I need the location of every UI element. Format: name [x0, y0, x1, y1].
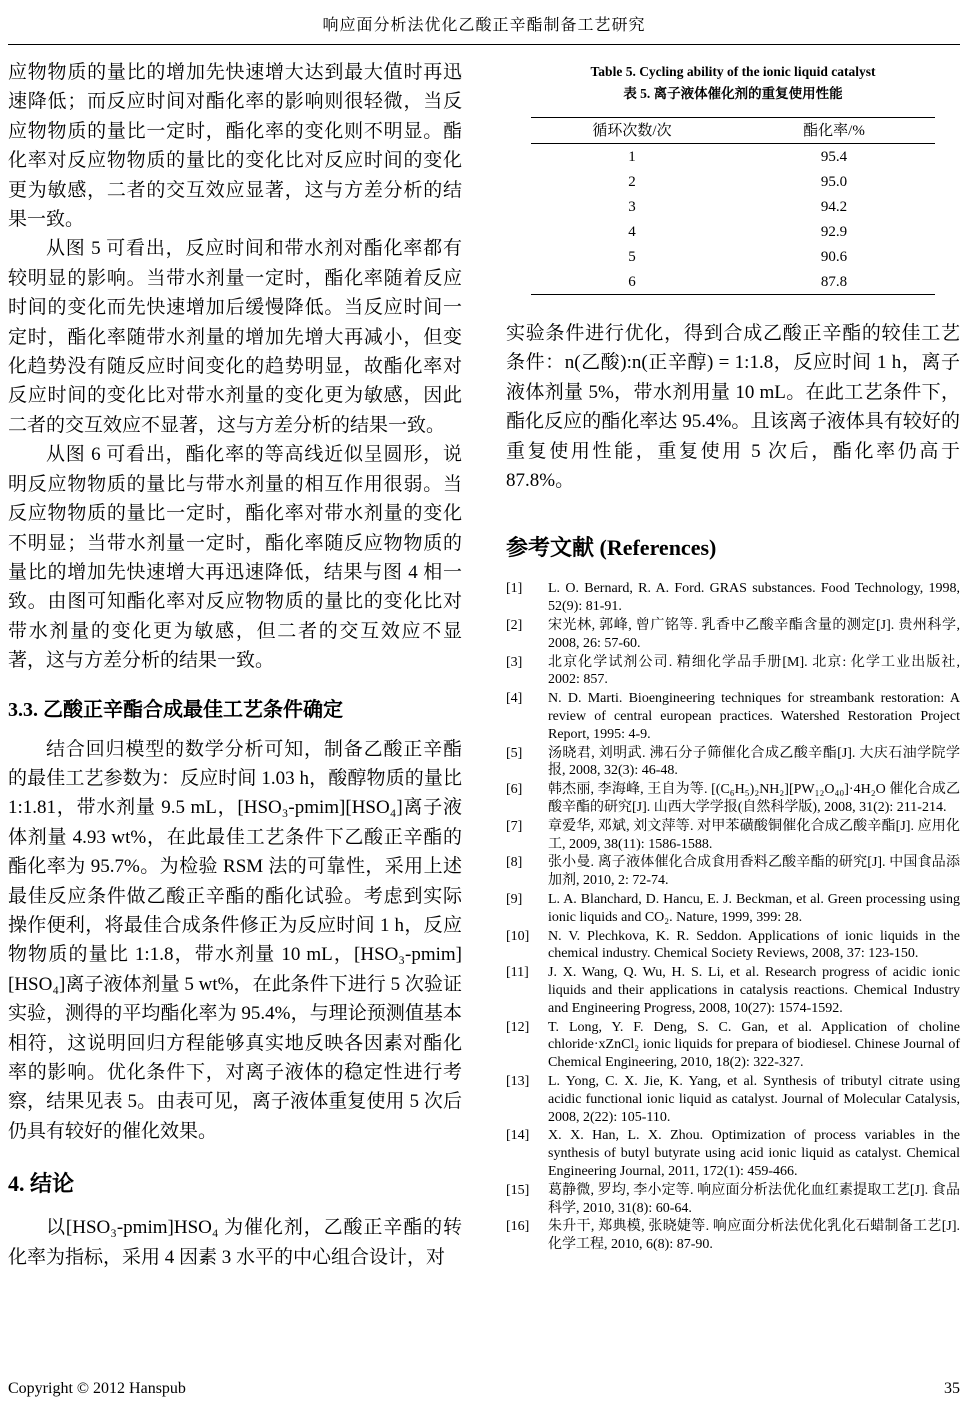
reference-number: [6] [506, 782, 523, 798]
left-column [8, 58, 462, 1272]
reference-text: 汤晓君, 刘明武. 沸石分子筛催化合成乙酸辛酯[J]. 大庆石油学院学报, 2008, 32(3): 46-48. [548, 745, 960, 779]
reference-text: X. X. Han, L. X. Zhou. Optimization of process variables in the synthesis of butyl butyrate using acid ionic liquid as catalyst. Chemical Engineering Journal, 2011, 172(1): 459-466. [548, 1128, 960, 1179]
reference-item [506, 891, 960, 927]
reference-text: 张小曼. 离子液体催化合成食用香料乙酸辛酯的研究[J]. 中国食品添加剂, 2010, 2: 72-74. [548, 855, 960, 889]
reference-item [506, 964, 960, 1017]
reference-text: 葛静微, 罗均, 李小定等. 响应面分析法优化血红素提取工艺[J]. 食品科学, 2010, 31(8): 60-64. [548, 1182, 960, 1216]
reference-number: [9] [506, 891, 523, 907]
table-cell: 90.6 [820, 248, 848, 265]
table-row [531, 244, 935, 269]
two-column-body [8, 58, 960, 1272]
table-cell: 4 [628, 223, 636, 240]
reference-text: T. Long, Y. F. Deng, S. C. Gan, et al. Application of choline chloride·xZnCl₂ ionic liquids for prepara of biodiesel. Chinese Journal of Chemical Engineering, 2010, 18(2): 322-327. [548, 1019, 960, 1071]
table-cell: 3 [628, 198, 636, 215]
table-cell: 95.0 [820, 173, 848, 190]
copyright-text: Copyright © 2012 Hanspub [8, 1380, 186, 1397]
page-number: 35 [944, 1380, 960, 1397]
reference-text: J. X. Wang, Q. Wu, H. S. Li, et al. Research progress of acidic ionic liquids and their applications in catalysis reactions. Chemical Industry and Engineering Progress, 2008, 10(27): 1574-1592. [548, 965, 960, 1016]
cycling-table-body [531, 144, 935, 295]
table-row [531, 169, 935, 194]
table-header-row [531, 118, 935, 144]
reference-item [506, 690, 960, 743]
reference-text: L. A. Blanchard, D. Hancu, E. J. Beckman, et al. Green processing using ionic liquids and CO₂. Nature, 1999, 399: 28. [548, 891, 960, 925]
table-cell: 1 [628, 148, 636, 165]
reference-number: [2] [506, 618, 523, 634]
cycling-ability-table [531, 117, 935, 295]
reference-number: [16] [506, 1219, 530, 1235]
reference-number: [1] [506, 581, 523, 597]
paragraph-figure5: 从图 5 可看出，反应时间和带水剂对酯化率都有较明显的影响。当带水剂量一定时，酯化率随着反应时间的变化而先快速增加后缓慢降低。当反应时间一定时，酯化率随带水剂量的增加先增大再减小，但变化趋势没有随反应时间变化的趋势明显，故酯化率对反应时间的变化比对带水剂量的变化更为敏感，因此二者的交互效应不显著，这与方差分析的结果一致。 [8, 238, 462, 436]
reference-number: [13] [506, 1073, 530, 1089]
reference-text: 北京化学试剂公司. 精细化学品手册[M]. 北京: 化学工业出版社, 2002: 857. [548, 654, 960, 688]
references-heading: 参考文献 (References) [506, 535, 717, 561]
right-column [506, 58, 960, 1272]
reference-number: [7] [506, 818, 523, 834]
paragraph-optimized-result: 实验条件进行优化，得到合成乙酸正辛酯的较佳工艺条件：n(乙酸):n(正辛醇) = 1:1.8，反应时间 1 h，离子液体剂量 5%，带水剂用量 10 mL。在此工艺条件下，酯化反应的酯化率达 95.4%。且该离子液体具有较好的重复使用性能，重复使用 5 次后，酯化率仍高于 87.8%。 [506, 323, 960, 492]
reference-item [506, 745, 960, 781]
table-cell: 5 [628, 248, 636, 265]
table-cell: 92.9 [820, 223, 848, 240]
reference-item [506, 1019, 960, 1072]
reference-item [506, 928, 960, 964]
table-header-cycle-count: 循环次数/次 [592, 122, 672, 139]
reference-number: [5] [506, 745, 523, 761]
reference-text: 韩杰丽, 李海峰, 王自为等. [(C₆H₅)₂NH₂][PW₁₂O₄₀]·4H₂O 催化合成乙酸辛酯的研究[J]. 山西大学学报(自然科学版), 2008, 31(2): 211-214. [548, 782, 960, 815]
reference-number: [4] [506, 691, 523, 707]
table-row [531, 219, 935, 244]
reference-number: [14] [506, 1128, 530, 1144]
table-cell: 95.4 [820, 148, 848, 165]
table-row [531, 269, 935, 295]
reference-item [506, 580, 960, 616]
reference-item [506, 818, 960, 854]
running-title: 响应面分析法优化乙酸正辛酯制备工艺研究 [322, 17, 646, 34]
reference-number: [15] [506, 1182, 530, 1198]
reference-item [506, 1218, 960, 1254]
reference-text: 朱升干, 郑典模, 张晓婕等. 响应面分析法优化乳化石蜡制备工艺[J]. 化学工程, 2010, 6(8): 87-90. [548, 1219, 960, 1253]
section-heading-3-3: 3.3. 乙酸正辛酯合成最佳工艺条件确定 [8, 698, 343, 721]
reference-item [506, 1182, 960, 1218]
reference-item [506, 1073, 960, 1126]
references-list [506, 580, 960, 1253]
section-heading-conclusion: 4. 结论 [8, 1171, 75, 1197]
paragraph-conclusion-start: 以[HSO₃-pmim]HSO₄ 为催化剂，乙酸正辛酯的转化率为指标，采用 4 因素 3 水平的中心组合设计，对 [8, 1217, 462, 1268]
reference-item [506, 617, 960, 653]
reference-item [506, 654, 960, 690]
reference-item [506, 854, 960, 890]
reference-text: L. Yong, C. X. Jie, K. Yang, et al. Synthesis of tributyl citrate using acidic functional ionic liquid as catalyst. Journal of Molecular Catalysis, 2008, 2(22): 105-110. [548, 1073, 960, 1125]
paragraph-optimal-conditions: 结合回归模型的数学分析可知，制备乙酸正辛酯的最佳工艺参数为：反应时间 1.03 h，酸醇物质的量比 1:1.81，带水剂量 9.5 mL，[HSO₃-pmim][HSO₄]离子液体剂量 4.93 wt%，在此最佳工艺条件下乙酸正辛酯的酯化率为 95.7%。为检验 RSM 法的可靠性，采用上述最佳反应条件做乙酸正辛酯的酯化试验。考虑到实际操作便利，将最佳合成条件修正为反应时间 1 h，反应物物质的量比 1:1.8，带水剂量 10 mL，[HSO₃-pmim][HSO₄]离子液体剂量 5 wt%，在此条件下进行 5 次验证实验，测得的平均酯化率为 95.4%，与理论预测值基本相符，这说明回归方程能够真实地反映各因素对酯化率的影响。优化条件下，对离子液体的稳定性进行考察，结果见表 5。由表可见，离子液体重复使用 5 次后仍具有较好的催化效果。 [8, 738, 462, 1142]
table-5-block [506, 62, 960, 295]
reference-number: [10] [506, 928, 530, 944]
table-caption-english: Table 5. Cycling ability of the ionic liquid catalyst [590, 64, 876, 79]
paragraph-continuation: 应物物质的量比的增加先快速增大达到最大值时再迅速降低；而反应时间对酯化率的影响则很轻微，当反应物物质的量比一定时，酯化率的变化则不明显。酯化率对反应物物质的量比的变化比对反应时间的变化更为敏感，二者的交互效应显著，这与方差分析的结果一致。 [8, 62, 462, 231]
reference-item [506, 781, 960, 817]
table-cell: 87.8 [820, 273, 848, 290]
reference-number: [12] [506, 1019, 530, 1035]
reference-number: [11] [506, 965, 529, 981]
reference-text: N. V. Plechkova, K. R. Seddon. Applications of ionic liquids in the chemical industry. Chemical Society Reviews, 2008, 37: 123-150. [548, 928, 960, 962]
table-cell: 6 [628, 273, 636, 290]
reference-text: 宋光林, 郭峰, 曾广铭等. 乳香中乙酸辛酯含量的测定[J]. 贵州科学, 2008, 26: 57-60. [548, 618, 960, 651]
reference-number: [3] [506, 654, 523, 670]
reference-number: [8] [506, 855, 523, 871]
table-row [531, 144, 935, 170]
page-header [8, 8, 960, 45]
header-divider [8, 44, 960, 45]
reference-text: N. D. Marti. Bioengineering techniques for streambank restoration: A review of central european practices. Watershed Restoration Project Report, 1995: 4-9. [548, 691, 960, 742]
reference-text: L. O. Bernard, R. A. Ford. GRAS substances. Food Technology, 1998, 52(9): 81-91. [548, 581, 960, 615]
reference-text: 章爱华, 邓斌, 刘文萍等. 对甲苯磺酸铜催化合成乙酸辛酯[J]. 应用化工, 2009, 38(11): 1586-1588. [548, 818, 960, 852]
table-row [531, 194, 935, 219]
reference-item [506, 1127, 960, 1180]
paragraph-figure6: 从图 6 可看出，酯化率的等高线近似呈圆形，说明反应物物质的量比与带水剂量的相互作用很弱。当反应物物质的量比一定时，酯化率对带水剂量的变化不明显；当带水剂量一定时，酯化率随反应物物质的量比的增加先快速增大再迅速降低，结果与图 4 相一致。由图可知酯化率对反应物物质的量比的变化比对带水剂量的变化更为敏感，但二者的交互效应不显著，这与方差分析的结果一致。 [8, 444, 462, 672]
table-header-esterification-rate: 酯化率/% [803, 122, 865, 139]
table-cell: 94.2 [820, 198, 848, 215]
page-footer [8, 1380, 960, 1398]
table-cell: 2 [628, 173, 636, 190]
table-caption-chinese: 表 5. 离子液体催化剂的重复使用性能 [623, 86, 843, 101]
